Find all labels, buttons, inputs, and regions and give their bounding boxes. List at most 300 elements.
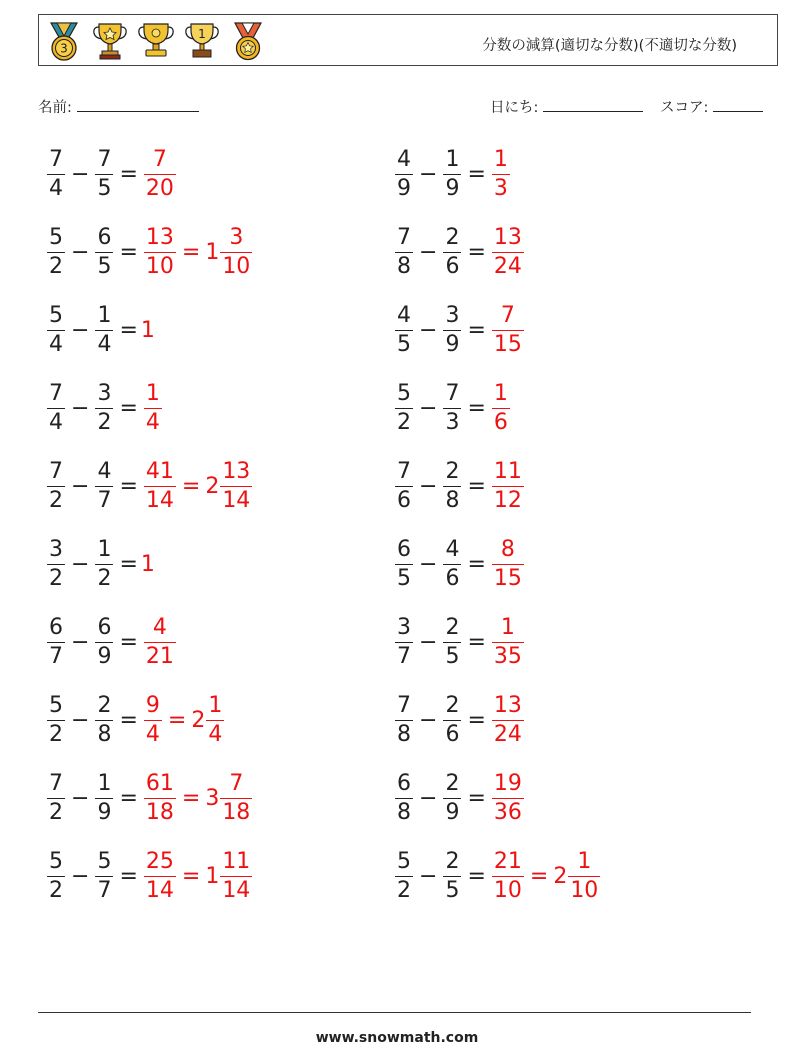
answer xyxy=(489,224,527,279)
minuend-fraction xyxy=(395,224,413,279)
minus-sign: − xyxy=(71,863,90,889)
denominator: 15 xyxy=(493,565,522,591)
numerator: 7 xyxy=(229,770,244,796)
answer-equals-sign: = xyxy=(181,239,201,265)
denominator: 8 xyxy=(397,721,411,747)
numerator: 1 xyxy=(208,692,223,718)
denominator: 8 xyxy=(445,487,460,513)
denominator: 3 xyxy=(493,175,508,201)
mixed-fraction xyxy=(220,770,252,825)
answer-fraction xyxy=(492,770,524,825)
minuend-fraction xyxy=(47,458,65,513)
answer-equals-sign: = xyxy=(181,785,201,811)
numerator: 3 xyxy=(397,614,411,640)
answer xyxy=(141,380,165,435)
numerator: 13 xyxy=(493,224,522,250)
numerator: 4 xyxy=(397,302,411,328)
answer-equals-sign: = xyxy=(529,863,549,889)
denominator: 7 xyxy=(97,487,112,513)
date-field xyxy=(490,96,643,117)
numerator: 7 xyxy=(397,458,411,484)
denominator: 2 xyxy=(49,721,63,747)
numerator: 1 xyxy=(97,302,112,328)
denominator: 7 xyxy=(49,643,63,669)
denominator: 7 xyxy=(397,643,411,669)
denominator: 2 xyxy=(49,487,63,513)
denominator: 14 xyxy=(145,877,174,903)
numerator: 3 xyxy=(445,302,460,328)
minus-sign: − xyxy=(419,707,438,733)
answer-fraction xyxy=(144,224,176,279)
denominator: 4 xyxy=(97,331,112,357)
denominator: 2 xyxy=(49,799,63,825)
equals-sign: = xyxy=(119,317,138,343)
numerator: 6 xyxy=(49,614,63,640)
denominator: 36 xyxy=(493,799,522,825)
denominator: 8 xyxy=(397,253,411,279)
equals-sign: = xyxy=(467,707,486,733)
minus-sign: − xyxy=(71,395,90,421)
answer xyxy=(489,614,527,669)
answer xyxy=(141,614,179,669)
answer-fraction xyxy=(492,224,524,279)
answer xyxy=(141,770,255,825)
equals-sign: = xyxy=(119,551,138,577)
answer-fraction xyxy=(492,536,524,591)
denominator: 2 xyxy=(97,565,112,591)
mixed-fraction xyxy=(220,224,252,279)
minus-sign: − xyxy=(419,395,438,421)
equals-sign: = xyxy=(119,239,138,265)
problem-right-2 xyxy=(392,220,527,284)
numerator: 13 xyxy=(145,224,174,250)
worksheet-title: 分数の減算(適切な分数)(不適切な分数) xyxy=(482,38,737,54)
answer xyxy=(489,146,513,201)
subtrahend-fraction xyxy=(443,770,461,825)
denominator: 24 xyxy=(493,721,522,747)
denominator: 14 xyxy=(145,487,174,513)
equals-sign: = xyxy=(467,161,486,187)
denominator: 4 xyxy=(145,721,160,747)
denominator: 4 xyxy=(49,409,63,435)
numerator: 3 xyxy=(97,380,112,406)
denominator: 14 xyxy=(222,487,251,513)
subtrahend-fraction xyxy=(95,848,113,903)
minus-sign: − xyxy=(71,629,90,655)
problem-right-5 xyxy=(392,454,527,518)
medal-star-icon xyxy=(227,19,269,63)
answer xyxy=(141,224,255,279)
answer xyxy=(489,692,527,747)
denominator: 9 xyxy=(397,175,411,201)
footer-site: www.snowmath.com xyxy=(315,1030,479,1046)
numerator: 6 xyxy=(397,770,411,796)
minus-sign: − xyxy=(419,551,438,577)
problem-left-3 xyxy=(44,298,155,362)
numerator: 41 xyxy=(145,458,174,484)
numerator: 2 xyxy=(445,224,460,250)
minuend-fraction xyxy=(47,224,65,279)
answer xyxy=(141,552,155,577)
minuend-fraction xyxy=(395,692,413,747)
denominator: 10 xyxy=(222,253,251,279)
name-label: 名前: xyxy=(38,100,72,116)
minuend-fraction xyxy=(47,302,65,357)
numerator: 6 xyxy=(97,224,112,250)
answer-fraction xyxy=(492,614,524,669)
numerator: 1 xyxy=(145,380,160,406)
minuend-fraction xyxy=(47,614,65,669)
equals-sign: = xyxy=(467,395,486,421)
numerator: 7 xyxy=(397,692,411,718)
equals-sign: = xyxy=(119,629,138,655)
numerator: 8 xyxy=(500,536,515,562)
answer xyxy=(141,146,179,201)
answer-fraction xyxy=(492,692,524,747)
denominator: 6 xyxy=(493,409,508,435)
answer xyxy=(489,302,527,357)
denominator: 8 xyxy=(397,799,411,825)
answer xyxy=(489,770,527,825)
numerator: 5 xyxy=(49,692,63,718)
numerator: 2 xyxy=(445,692,460,718)
numerator: 5 xyxy=(49,302,63,328)
minuend-fraction xyxy=(47,146,65,201)
answer-fraction xyxy=(144,692,162,747)
medal-3-icon xyxy=(43,19,85,63)
problem-left-8 xyxy=(44,688,227,752)
subtrahend-fraction xyxy=(95,458,113,513)
equals-sign: = xyxy=(467,239,486,265)
mixed-fraction xyxy=(568,848,600,903)
denominator: 4 xyxy=(145,409,160,435)
denominator: 3 xyxy=(445,409,460,435)
answer-fraction xyxy=(144,146,176,201)
numerator: 4 xyxy=(397,146,411,172)
problem-left-4 xyxy=(44,376,165,440)
answer-equals-sign: = xyxy=(167,707,187,733)
numerator: 1 xyxy=(97,770,112,796)
minuend-fraction xyxy=(395,458,413,513)
answer xyxy=(141,458,255,513)
problem-right-4 xyxy=(392,376,513,440)
minuend-fraction xyxy=(47,380,65,435)
denominator: 15 xyxy=(493,331,522,357)
subtrahend-fraction xyxy=(443,146,461,201)
denominator: 9 xyxy=(445,175,460,201)
minuend-fraction xyxy=(395,146,413,201)
problem-right-8 xyxy=(392,688,527,752)
numerator: 2 xyxy=(445,770,460,796)
equals-sign: = xyxy=(119,395,138,421)
answer-fraction xyxy=(144,848,176,903)
denominator: 18 xyxy=(145,799,174,825)
numerator: 6 xyxy=(397,536,411,562)
minuend-fraction xyxy=(395,848,413,903)
minus-sign: − xyxy=(71,473,90,499)
problem-right-6 xyxy=(392,532,527,596)
trophy-star-icon xyxy=(89,19,131,63)
answer xyxy=(489,380,513,435)
problem-left-7 xyxy=(44,610,179,674)
denominator: 14 xyxy=(222,877,251,903)
denominator: 4 xyxy=(49,331,63,357)
equals-sign: = xyxy=(119,863,138,889)
footer-divider xyxy=(38,1012,751,1013)
answer-fraction xyxy=(492,458,524,513)
numerator: 11 xyxy=(222,848,251,874)
numerator: 9 xyxy=(145,692,160,718)
problem-left-5 xyxy=(44,454,255,518)
numerator: 1 xyxy=(500,614,515,640)
score-label: スコア: xyxy=(660,100,709,116)
problem-left-1 xyxy=(44,142,179,206)
mixed-whole: 1 xyxy=(205,239,220,265)
denominator: 10 xyxy=(493,877,522,903)
denominator: 4 xyxy=(208,721,223,747)
svg-text:1: 1 xyxy=(198,27,206,41)
numerator: 7 xyxy=(49,146,63,172)
denominator: 5 xyxy=(445,877,460,903)
denominator: 5 xyxy=(397,331,411,357)
numerator: 2 xyxy=(445,614,460,640)
denominator: 12 xyxy=(493,487,522,513)
name-field xyxy=(38,96,199,117)
minus-sign: − xyxy=(419,863,438,889)
subtrahend-fraction xyxy=(95,380,113,435)
denominator: 9 xyxy=(97,643,112,669)
answer xyxy=(489,848,603,903)
header-box xyxy=(38,14,778,66)
numerator: 7 xyxy=(397,224,411,250)
equals-sign: = xyxy=(467,551,486,577)
trophy-icon xyxy=(135,19,177,63)
answer-fraction xyxy=(144,380,162,435)
denominator: 2 xyxy=(49,253,63,279)
denominator: 2 xyxy=(97,409,112,435)
numerator: 1 xyxy=(97,536,112,562)
equals-sign: = xyxy=(119,785,138,811)
minus-sign: − xyxy=(419,239,438,265)
equals-sign: = xyxy=(467,317,486,343)
mixed-fraction xyxy=(206,692,224,747)
answer-whole: 1 xyxy=(140,551,155,577)
numerator: 7 xyxy=(49,770,63,796)
minuend-fraction xyxy=(395,770,413,825)
problem-right-3 xyxy=(392,298,527,362)
answer-fraction xyxy=(144,458,176,513)
answer-equals-sign: = xyxy=(181,473,201,499)
numerator: 5 xyxy=(397,848,411,874)
problem-left-9 xyxy=(44,766,255,830)
numerator: 21 xyxy=(493,848,522,874)
subtrahend-fraction xyxy=(443,302,461,357)
subtrahend-fraction xyxy=(95,692,113,747)
numerator: 2 xyxy=(445,458,460,484)
numerator: 5 xyxy=(49,848,63,874)
svg-text:3: 3 xyxy=(60,41,68,56)
minus-sign: − xyxy=(71,317,90,343)
subtrahend-fraction xyxy=(443,692,461,747)
numerator: 1 xyxy=(493,146,508,172)
minuend-fraction xyxy=(47,770,65,825)
minus-sign: − xyxy=(419,473,438,499)
denominator: 5 xyxy=(397,565,411,591)
answer-whole: 1 xyxy=(140,317,155,343)
numerator: 5 xyxy=(397,380,411,406)
subtrahend-fraction xyxy=(443,614,461,669)
denominator: 9 xyxy=(97,799,112,825)
numerator: 5 xyxy=(49,224,63,250)
mixed-whole: 1 xyxy=(205,863,220,889)
answer-fraction xyxy=(492,146,510,201)
mixed-whole: 3 xyxy=(205,785,220,811)
minuend-fraction xyxy=(395,536,413,591)
answer-fraction xyxy=(492,380,510,435)
equals-sign: = xyxy=(467,629,486,655)
minuend-fraction xyxy=(47,536,65,591)
equals-sign: = xyxy=(467,863,486,889)
subtrahend-fraction xyxy=(95,536,113,591)
minus-sign: − xyxy=(71,551,90,577)
subtrahend-fraction xyxy=(95,224,113,279)
answer-fraction xyxy=(492,848,524,903)
problem-left-6 xyxy=(44,532,155,596)
equals-sign: = xyxy=(119,473,138,499)
denominator: 10 xyxy=(145,253,174,279)
numerator: 4 xyxy=(152,614,167,640)
minus-sign: − xyxy=(419,317,438,343)
trophy-1-icon xyxy=(181,19,223,63)
numerator: 4 xyxy=(445,536,460,562)
mixed-fraction xyxy=(220,458,252,513)
answer xyxy=(141,318,155,343)
numerator: 7 xyxy=(152,146,167,172)
name-blank xyxy=(77,98,199,112)
score-field xyxy=(660,96,763,117)
denominator: 18 xyxy=(222,799,251,825)
denominator: 2 xyxy=(397,877,411,903)
minuend-fraction xyxy=(47,692,65,747)
answer xyxy=(141,692,227,747)
numerator: 7 xyxy=(49,458,63,484)
numerator: 1 xyxy=(577,848,592,874)
equals-sign: = xyxy=(467,785,486,811)
answer xyxy=(141,848,255,903)
denominator: 2 xyxy=(49,565,63,591)
denominator: 20 xyxy=(145,175,174,201)
numerator: 1 xyxy=(445,146,460,172)
subtrahend-fraction xyxy=(443,536,461,591)
answer xyxy=(489,458,527,513)
subtrahend-fraction xyxy=(443,224,461,279)
numerator: 4 xyxy=(97,458,112,484)
denominator: 6 xyxy=(397,487,411,513)
problem-right-9 xyxy=(392,766,527,830)
denominator: 5 xyxy=(445,643,460,669)
subtrahend-fraction xyxy=(95,146,113,201)
numerator: 13 xyxy=(493,692,522,718)
answer-fraction xyxy=(144,770,176,825)
mixed-fraction xyxy=(220,848,252,903)
minus-sign: − xyxy=(419,785,438,811)
subtrahend-fraction xyxy=(443,848,461,903)
score-blank xyxy=(713,98,763,112)
problem-right-10 xyxy=(392,844,603,908)
answer-fraction xyxy=(492,302,524,357)
subtrahend-fraction xyxy=(95,302,113,357)
award-icons xyxy=(43,19,269,63)
denominator: 35 xyxy=(493,643,522,669)
subtrahend-fraction xyxy=(443,380,461,435)
minus-sign: − xyxy=(71,161,90,187)
problem-right-7 xyxy=(392,610,527,674)
answer-fraction xyxy=(144,614,176,669)
denominator: 9 xyxy=(445,331,460,357)
equals-sign: = xyxy=(467,473,486,499)
numerator: 3 xyxy=(229,224,244,250)
mixed-whole: 2 xyxy=(191,707,206,733)
minus-sign: − xyxy=(71,239,90,265)
minus-sign: − xyxy=(71,707,90,733)
denominator: 8 xyxy=(97,721,112,747)
numerator: 13 xyxy=(222,458,251,484)
numerator: 11 xyxy=(493,458,522,484)
numerator: 2 xyxy=(445,848,460,874)
minuend-fraction xyxy=(395,614,413,669)
equals-sign: = xyxy=(119,707,138,733)
numerator: 6 xyxy=(97,614,112,640)
date-blank xyxy=(543,98,643,112)
denominator: 6 xyxy=(445,253,460,279)
numerator: 2 xyxy=(97,692,112,718)
denominator: 21 xyxy=(145,643,174,669)
problem-right-1 xyxy=(392,142,513,206)
denominator: 10 xyxy=(570,877,599,903)
minus-sign: − xyxy=(419,629,438,655)
numerator: 61 xyxy=(145,770,174,796)
minus-sign: − xyxy=(71,785,90,811)
subtrahend-fraction xyxy=(95,614,113,669)
denominator: 9 xyxy=(445,799,460,825)
denominator: 6 xyxy=(445,721,460,747)
denominator: 5 xyxy=(97,253,112,279)
denominator: 24 xyxy=(493,253,522,279)
minuend-fraction xyxy=(395,380,413,435)
numerator: 3 xyxy=(49,536,63,562)
denominator: 4 xyxy=(49,175,63,201)
minus-sign: − xyxy=(419,161,438,187)
equals-sign: = xyxy=(119,161,138,187)
denominator: 6 xyxy=(445,565,460,591)
numerator: 25 xyxy=(145,848,174,874)
denominator: 7 xyxy=(97,877,112,903)
mixed-whole: 2 xyxy=(553,863,568,889)
subtrahend-fraction xyxy=(443,458,461,513)
numerator: 19 xyxy=(493,770,522,796)
numerator: 7 xyxy=(500,302,515,328)
denominator: 5 xyxy=(97,175,112,201)
minuend-fraction xyxy=(47,848,65,903)
problem-left-2 xyxy=(44,220,255,284)
numerator: 7 xyxy=(445,380,460,406)
date-label: 日にち: xyxy=(490,100,539,116)
answer xyxy=(489,536,527,591)
subtrahend-fraction xyxy=(95,770,113,825)
minuend-fraction xyxy=(395,302,413,357)
denominator: 2 xyxy=(49,877,63,903)
numerator: 7 xyxy=(49,380,63,406)
